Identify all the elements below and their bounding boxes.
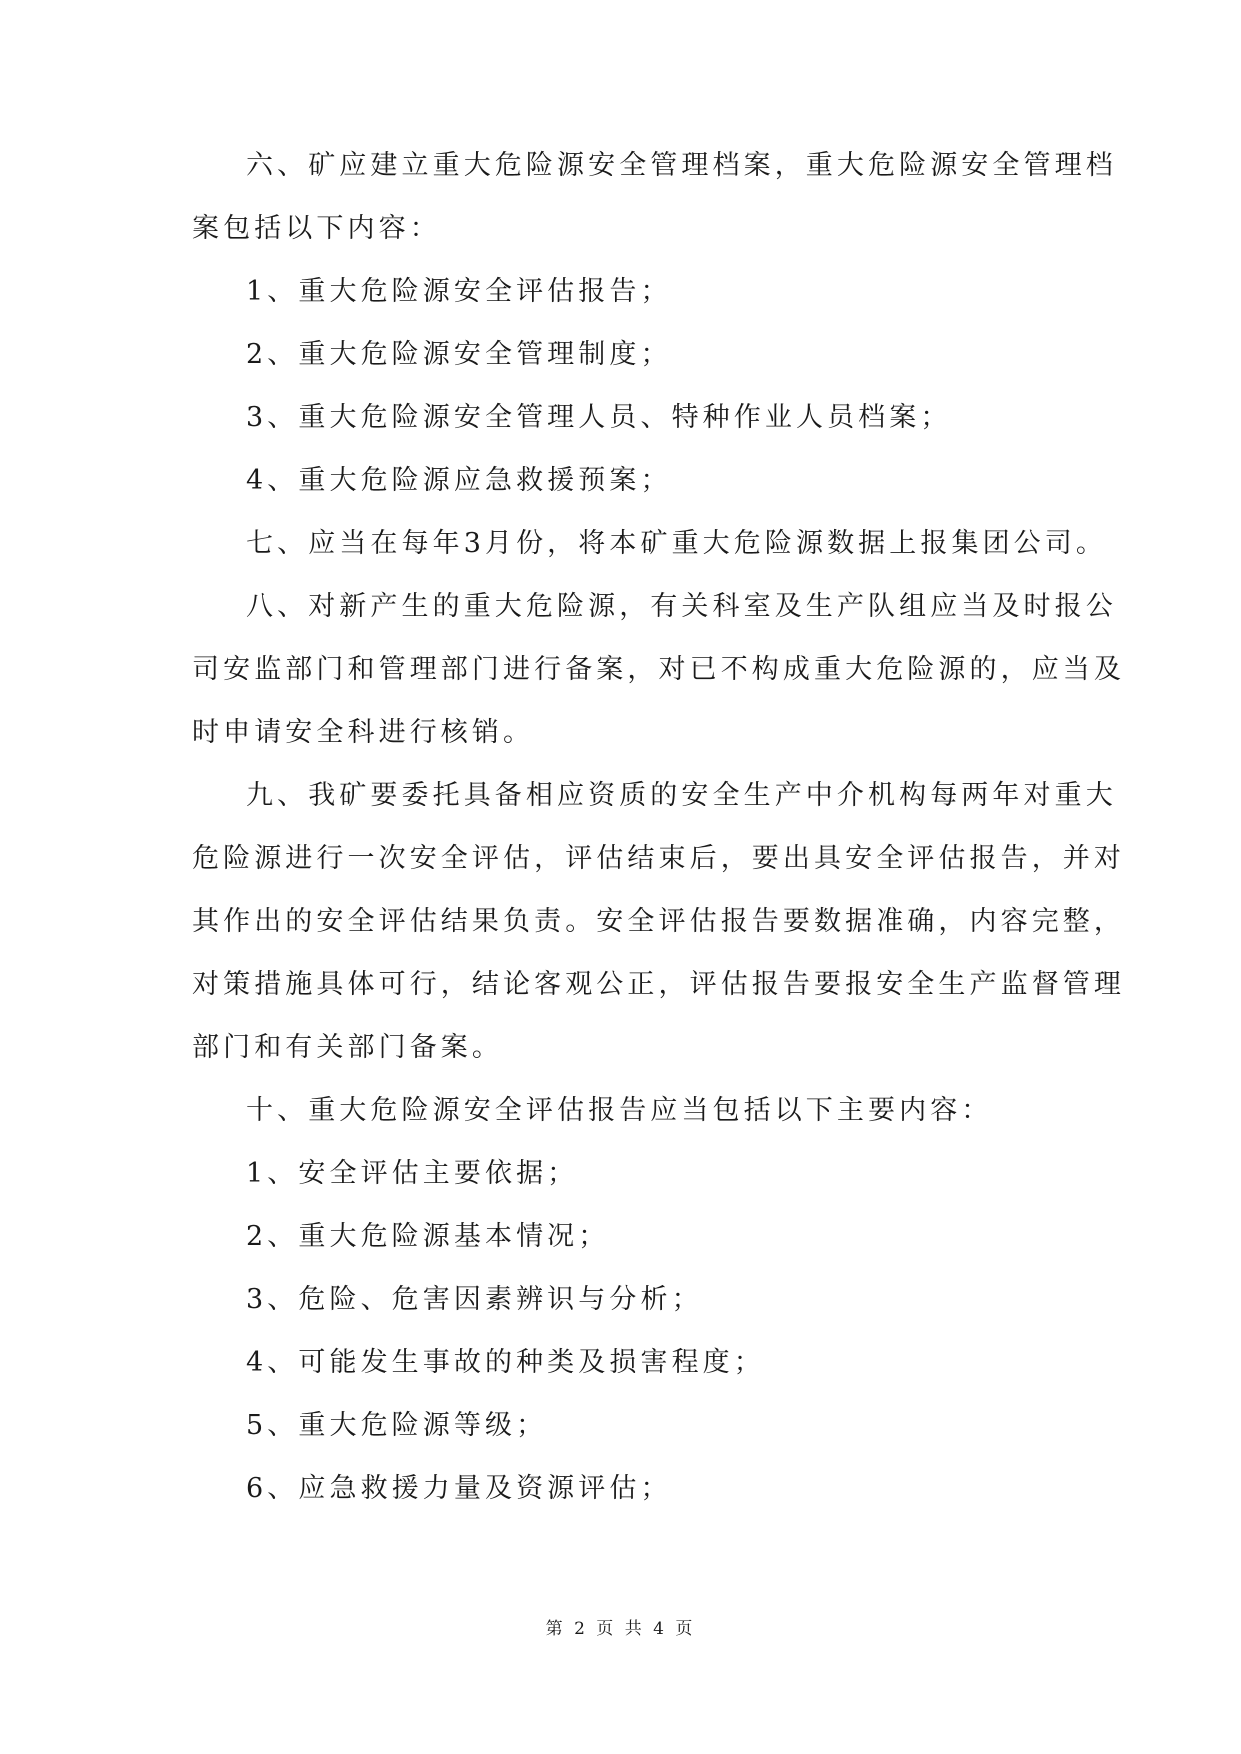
list-item: 1、重大危险源安全评估报告； [246,276,672,307]
text-line: 危险源进行一次安全评估，评估结束后，要出具安全评估报告，并对 [192,843,1125,874]
text-line: 司安监部门和管理部门进行备案，对已不构成重大危险源的，应当及 [192,654,1125,685]
text-line: 六、矿应建立重大危险源安全管理档案，重大危险源安全管理档 [246,150,1117,181]
text-line: 对策措施具体可行，结论客观公正，评估报告要报安全生产监督管理 [192,969,1125,1000]
list-item: 3、危险、危害因素辨识与分析； [246,1284,703,1315]
list-item: 6、应急救援力量及资源评估； [246,1473,672,1504]
document-body [192,150,1125,1536]
text-line: 八、对新产生的重大危险源，有关科室及生产队组应当及时报公 [246,591,1117,622]
text-line: 案包括以下内容： [192,213,441,244]
list-item: 2、重大危险源安全管理制度； [246,339,672,370]
list-item: 1、安全评估主要依据； [246,1158,579,1189]
text-line: 时申请安全科进行核销。 [192,717,535,748]
text-line: 七、应当在每年3月份，将本矿重大危险源数据上报集团公司。 [246,528,1107,559]
page-number-footer: 第 2 页 共 4 页 [545,1619,696,1639]
text-line: 部门和有关部门备案。 [192,1032,503,1063]
list-item: 4、可能发生事故的种类及损害程度； [246,1347,765,1378]
text-line: 十、重大危险源安全评估报告应当包括以下主要内容： [246,1095,993,1126]
list-item: 3、重大危险源安全管理人员、特种作业人员档案； [246,402,952,433]
list-item: 2、重大危险源基本情况； [246,1221,610,1252]
list-item: 5、重大危险源等级； [246,1410,548,1441]
text-line: 其作出的安全评估结果负责。安全评估报告要数据准确，内容完整， [192,906,1125,937]
text-line: 九、我矿要委托具备相应资质的安全生产中介机构每两年对重大 [246,780,1117,811]
list-item: 4、重大危险源应急救援预案； [246,465,672,496]
